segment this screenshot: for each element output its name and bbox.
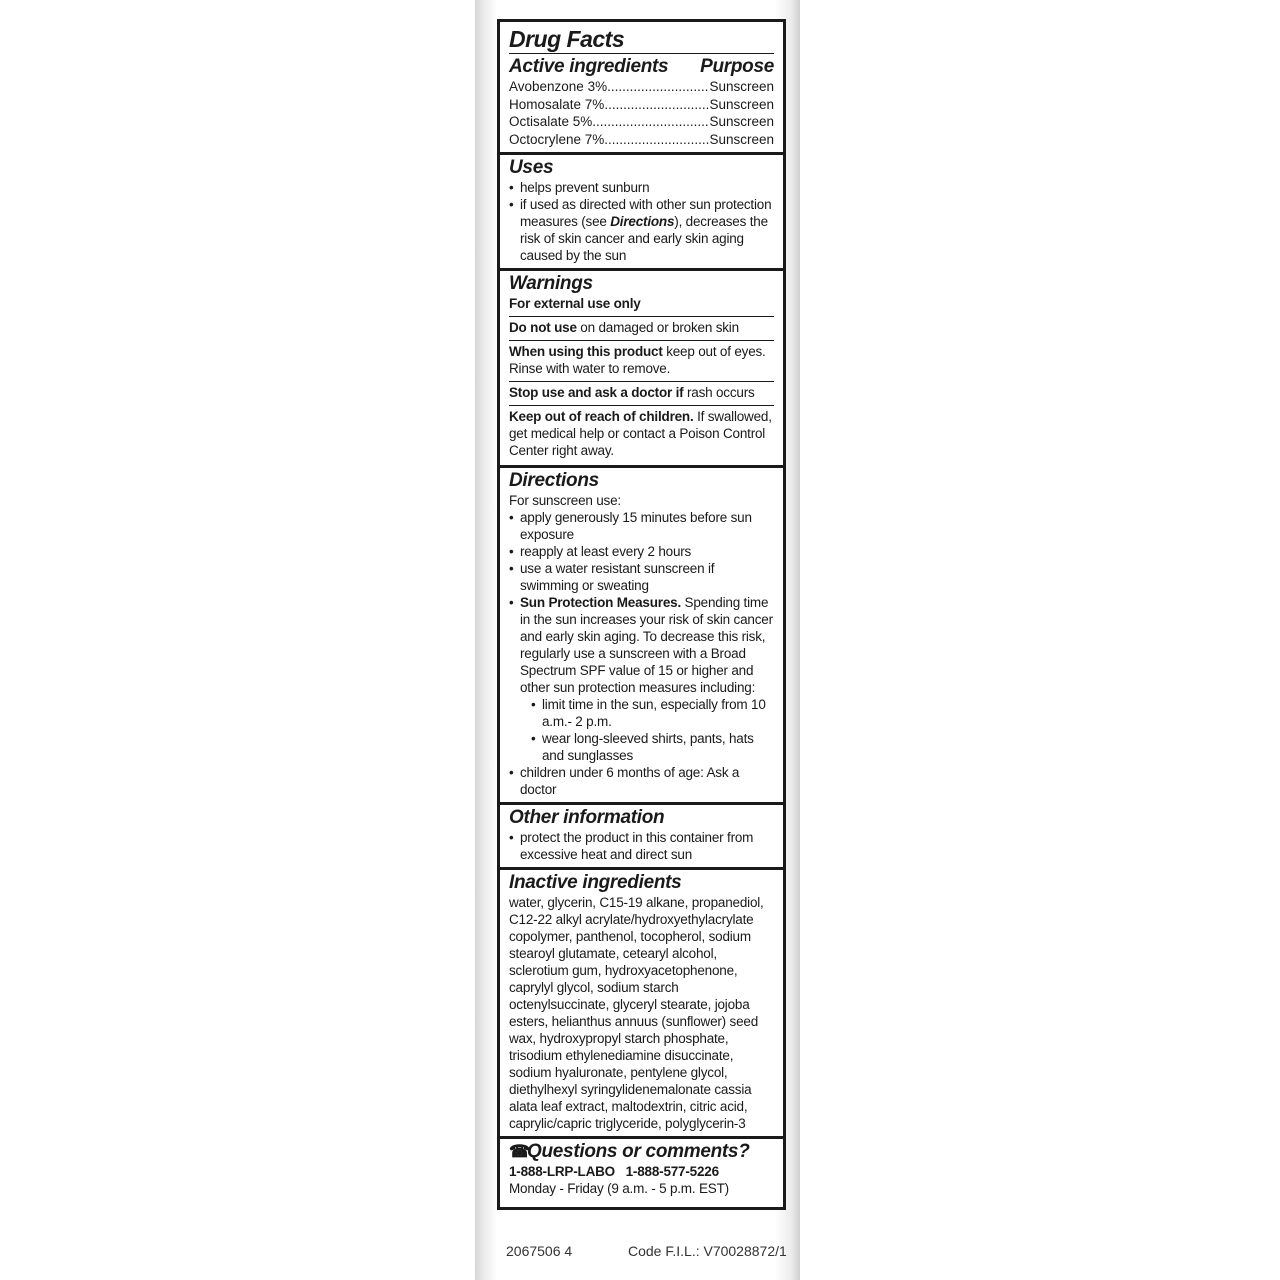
list-item: • if used as directed with other sun protection measures (see Directions), decreases the risk of skin cancer and early skin aging caused by the sun (509, 196, 774, 264)
other-information-section (500, 805, 783, 870)
inactive-ingredients-section (500, 870, 783, 1139)
directions-section (500, 468, 783, 805)
purpose-heading: Purpose (700, 56, 774, 77)
ingredient-name: Homosalate 7% (509, 96, 605, 112)
list-item: • limit time in the sun, especially from 10 a.m.- 2 p.m. (531, 696, 774, 730)
warnings-heading: Warnings (509, 273, 593, 294)
ingredient-purpose: Sunscreen (709, 79, 774, 94)
inactive-ingredients-heading: Inactive ingredients (509, 872, 682, 893)
do-not-use: Do not use on damaged or broken skin (509, 316, 774, 338)
other-information-heading: Other information (509, 807, 665, 828)
ingredient-name: Octisalate 5% (509, 114, 593, 129)
when-using: When using this product keep out of eyes. Rinse with water to remove. (509, 340, 774, 379)
ingredient-purpose: Sunscreen (709, 131, 774, 147)
drug-facts-title: Drug Facts (509, 22, 774, 54)
uses-heading: Uses (509, 157, 554, 178)
hours: Monday - Friday (9 a.m. - 5 p.m. EST) (509, 1181, 729, 1196)
phone-icon: ☎ (509, 1142, 530, 1161)
directions-ref: Directions (610, 214, 675, 229)
active-ingredients-header (509, 56, 774, 78)
drug-facts-header-section (500, 22, 783, 155)
ingredient-row (509, 113, 774, 131)
list-item: • protect the product in this container from excessive heat and direct sun (509, 829, 774, 863)
questions-section (500, 1139, 783, 1201)
ingredient-row (509, 78, 774, 96)
list-item: • apply generously 15 minutes before sun exposure (509, 509, 774, 543)
questions-heading-row (509, 1141, 774, 1163)
list-item: • children under 6 months of age: Ask a doctor (509, 764, 774, 798)
questions-heading: Questions or comments? (527, 1141, 750, 1162)
product-number: 2067506 4 (506, 1243, 573, 1259)
keep-out-of-reach: Keep out of reach of children. If swallowed, get medical help or contact a Poison Control Center right away. (509, 405, 774, 461)
list-item: • use a water resistant sunscreen if swimming or sweating (509, 560, 774, 594)
stop-use: Stop use and ask a doctor if rash occurs (509, 381, 774, 403)
directions-list (509, 509, 774, 798)
inactive-ingredients-text: water, glycerin, C15-19 alkane, propanediol, C12-22 alkyl acrylate/hydroxyethylacrylate copolymer, panthenol, tocopherol, sodium stearoyl glutamate, cetearyl alcohol, sclerotium gum, hydroxyacetophenone, caprylyl glycol, sodium starch octenylsuccinate, glyceryl stearate, jojoba esters, helianthus annuus (sunflower) seed wax, hydroxypropyl starch phosphate, trisodium ethylenediamine disuccinate, sodium hyaluronate, pentylene glycol, diethylhexyl syringylidenemalonate cassia alata leaf extract, maltodextrin, citric acid, caprylic/capric triglyceride, polyglycerin-3 (509, 895, 764, 1131)
sun-protection-sublist (520, 696, 774, 764)
uses-section (500, 155, 783, 271)
fil-code: Code F.I.L.: V70028872/1 (628, 1243, 787, 1259)
ingredient-row (509, 131, 774, 149)
ingredient-name: Avobenzone 3% (509, 79, 608, 94)
drug-facts-panel (497, 19, 786, 1210)
uses-list (509, 179, 774, 264)
other-information-list (509, 829, 774, 863)
external-use-notice: For external use only (509, 296, 641, 311)
ingredient-name: Octocrylene 7% (509, 131, 605, 147)
ingredient-purpose: Sunscreen (709, 96, 774, 112)
ingredient-row (509, 96, 774, 114)
active-ingredients-heading: Active ingredients (509, 56, 669, 77)
list-item: • reapply at least every 2 hours (509, 543, 774, 560)
warnings-section (500, 271, 783, 468)
list-item: • helps prevent sunburn (509, 179, 774, 196)
phone-numbers: 1-888-LRP-LABO 1-888-577-5226 (509, 1164, 719, 1179)
list-item: • Sun Protection Measures. Spending time in the sun increases your risk of skin cancer and early skin aging. To decrease this risk, regularly use a sunscreen with a Broad Spectrum SPF value of 15 or higher and other sun protection measures including: • limit time in the sun, especially from 10 a.m.- 2 p.m. • wear long-sleeved shirts, pants, hats and sunglasses (509, 594, 774, 764)
directions-intro: For sunscreen use: (509, 493, 621, 508)
directions-heading: Directions (509, 470, 599, 491)
ingredient-purpose: Sunscreen (709, 114, 774, 129)
list-item: • wear long-sleeved shirts, pants, hats and sunglasses (531, 730, 774, 764)
